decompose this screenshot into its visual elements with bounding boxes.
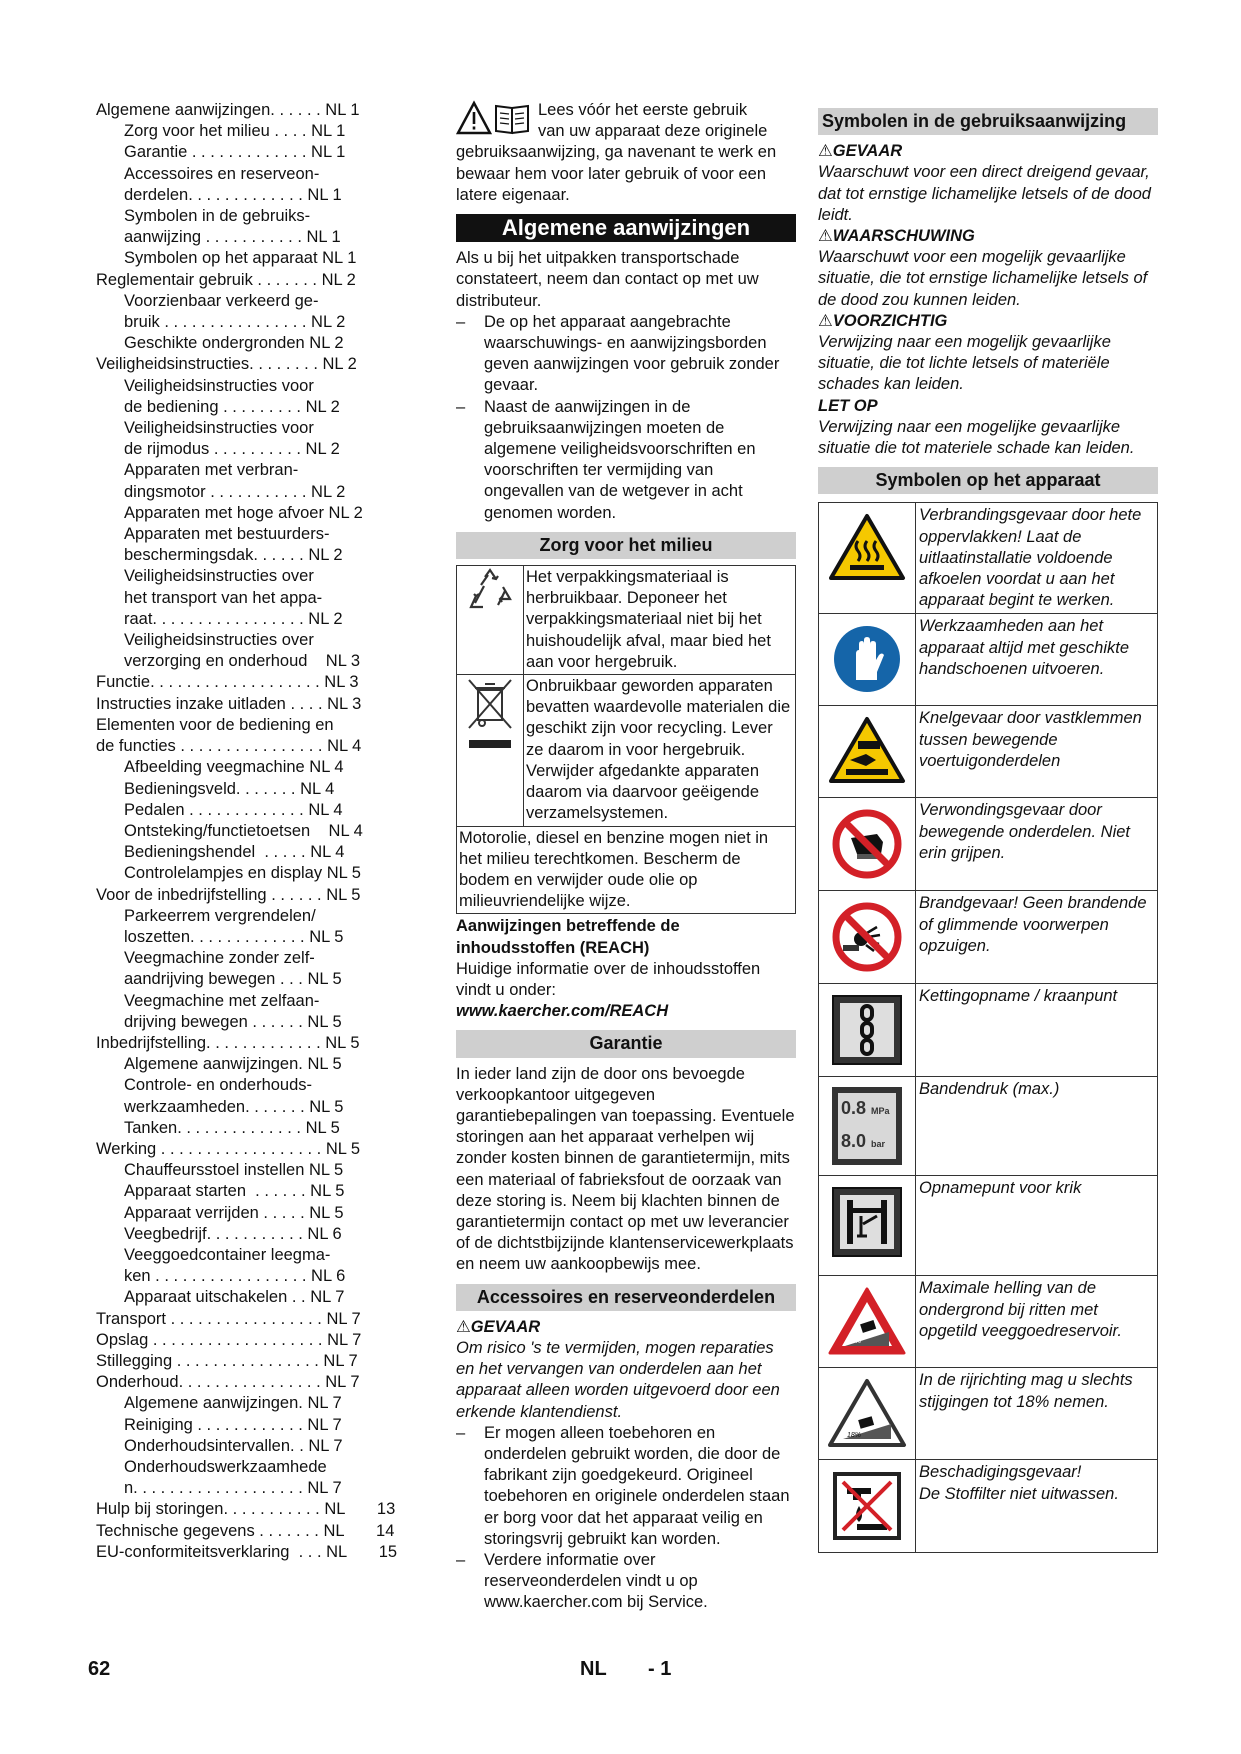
toc-entry[interactable]: ken . . . . . . . . . . . . . . . . . NL 6 bbox=[124, 1267, 346, 1286]
toc-entry[interactable]: aandrijving bewegen . . . NL 5 bbox=[124, 970, 342, 989]
toc-entry[interactable]: Algemene aanwijzingen. . . . . . NL 1 bbox=[96, 101, 360, 119]
weee-text: Onbruikbaar geworden apparaten bevatten waardevolle materialen die geschikt zijn voor recycling. Lever ze daarom in voor hergebruik. Verwijder afgedankte apparaten daarom via daarvoor geëigende verzamelsystemen. bbox=[524, 675, 796, 826]
toc-entry[interactable]: Veiligheidsinstructies. . . . . . . . NL 2 bbox=[96, 355, 357, 374]
oil-text: Motorolie, diesel en benzine mogen niet in het milieu terechtkomen. Bescherm de bodem en verwijder oude olie op milieuvriendelijke wijze. bbox=[457, 826, 796, 914]
tire-pressure-plate bbox=[832, 1087, 902, 1165]
table-row bbox=[819, 984, 1158, 1077]
toc-entry[interactable]: Veegmachine zonder zelf- bbox=[124, 949, 315, 968]
accessories-warning-text: Om risico 's te vermijden, mogen reparaties en het vervangen van onderdelen aan het apparaat alleen worden uitgevoerd door een erkende klantendienst. bbox=[456, 1338, 780, 1421]
no-fire-icon bbox=[819, 891, 916, 984]
general-bullet bbox=[456, 397, 796, 524]
section-page: - 1 bbox=[648, 1658, 672, 1680]
symbol-title-text: WAARSCHUWING bbox=[832, 227, 975, 246]
toc-entry[interactable]: Tanken. . . . . . . . . . . . . . NL 5 bbox=[124, 1118, 340, 1137]
bar-value: 8.0 bbox=[841, 1131, 867, 1152]
accessories-bullet bbox=[456, 1423, 796, 1550]
table-row bbox=[457, 826, 796, 914]
symbol-voorzichtig-title bbox=[818, 311, 1158, 332]
tire-pressure-icon bbox=[819, 1077, 916, 1176]
table-row bbox=[457, 566, 796, 675]
toc-entry[interactable]: Symbolen in de gebruiks- bbox=[124, 207, 311, 226]
read-manual-icon bbox=[456, 100, 531, 136]
toc-entry[interactable]: Chauffeursstoel instellen NL 5 bbox=[124, 1161, 344, 1180]
mpa-value: 0.8 bbox=[841, 1098, 867, 1119]
table-of-contents bbox=[96, 100, 431, 1563]
toc-entry[interactable]: Apparaten met hoge afvoer NL 2 bbox=[124, 503, 363, 522]
toc-entry[interactable]: aanwijzing . . . . . . . . . . . NL 1 bbox=[124, 228, 341, 247]
table-row bbox=[819, 614, 1158, 706]
symbol-text: Beschadigingsgevaar! De Stoffilter niet uitwassen. bbox=[916, 1460, 1158, 1553]
toc-entry[interactable]: Pedalen . . . . . . . . . . . . . NL 4 bbox=[124, 800, 343, 819]
reach-link[interactable]: www.kaercher.com/REACH bbox=[456, 1002, 669, 1021]
toc-entry[interactable]: Veegbedrijf. . . . . . . . . . . NL 6 bbox=[124, 1224, 342, 1243]
accessories-bullet bbox=[456, 1550, 796, 1614]
toc-entry[interactable]: Ontsteking/functietoetsen NL 4 bbox=[124, 821, 363, 840]
bullet-dash: – bbox=[456, 397, 466, 416]
intro-line-2: van uw apparaat deze originele bbox=[538, 122, 768, 141]
warning-icon: ⚠ bbox=[818, 142, 833, 161]
symbol-title-text: VOORZICHTIG bbox=[832, 311, 948, 330]
symbol-text: Opnamepunt voor krik bbox=[916, 1176, 1158, 1276]
toc-entry[interactable]: Controlelampjes en display NL 5 bbox=[124, 864, 361, 883]
device-symbols-table bbox=[818, 502, 1158, 1553]
environment-heading: Zorg voor het milieu bbox=[456, 532, 796, 559]
toc-entry[interactable]: Instructies inzake uitladen . . . . NL 3 bbox=[96, 694, 362, 713]
symbol-title-text: GEVAAR bbox=[832, 142, 903, 161]
toc-entry[interactable]: Veiligheidsinstructies over bbox=[124, 567, 314, 586]
toc-entry[interactable]: verzorging en onderhoud NL 3 bbox=[124, 652, 361, 671]
toc-entry[interactable]: Apparaten met bestuurders- bbox=[124, 525, 330, 544]
symbols-manual-heading: Symbolen in de gebruiksaanwijzing bbox=[818, 108, 1158, 135]
tire-pressure-values bbox=[838, 1093, 896, 1159]
intro-rest: gebruiksaanwijzing, ga navenant te werk en bewaar hem voor later gebruik of voor een latere eigenaar. bbox=[456, 143, 777, 204]
toc-entry[interactable]: Werking . . . . . . . . . . . . . . . . . . NL 5 bbox=[96, 1139, 361, 1158]
toc-entry[interactable]: Voor de inbedrijfstelling . . . . . . NL 5 bbox=[96, 885, 361, 904]
toc-entry[interactable]: Garantie . . . . . . . . . . . . . NL 1 bbox=[124, 143, 346, 162]
symbol-gevaar-title bbox=[818, 141, 1158, 162]
recycle-text: Het verpakkingsmateriaal is herbruikbaar. Deponeer het verpakkingsmateriaal niet bij het huishoudelijk afval, maar bied het aan voor hergebruik. bbox=[524, 566, 796, 675]
general-heading: Algemene aanwijzingen bbox=[456, 214, 796, 242]
toc-entry[interactable]: de functies . . . . . . . . . . . . . . . . NL 4 bbox=[96, 737, 362, 756]
toc-entry[interactable]: Onderhoudswerkzaamhede bbox=[124, 1458, 327, 1476]
toc-entry[interactable]: Inbedrijfstelling. . . . . . . . . . . . . NL 5 bbox=[96, 1033, 360, 1052]
warning-title-text: GEVAAR bbox=[470, 1317, 541, 1336]
toc-entry[interactable]: beschermingsdak. . . . . . NL 2 bbox=[124, 546, 343, 565]
hot-surface-icon bbox=[819, 503, 916, 614]
table-row bbox=[819, 891, 1158, 984]
toc-entry[interactable]: werkzaamheden. . . . . . . NL 5 bbox=[124, 1097, 344, 1116]
toc-entry[interactable]: Onderhoudsintervallen. . NL 7 bbox=[124, 1436, 343, 1455]
table-row bbox=[819, 798, 1158, 891]
toc-entry[interactable]: Apparaat verrijden . . . . . NL 5 bbox=[124, 1203, 344, 1222]
reach-text: Huidige informatie over de inhoudsstoffen vindt u onder: bbox=[456, 959, 761, 999]
symbol-text: Brandgevaar! Geen brandende of glimmende voorwerpen opzuigen. bbox=[916, 891, 1158, 984]
symbol-waarschuwing-title bbox=[818, 226, 1158, 247]
toc-entry[interactable]: Accessoires en reserveon- bbox=[124, 164, 320, 183]
toc-entry[interactable]: Technische gegevens . . . . . . . NL 14 bbox=[96, 1521, 395, 1540]
toc-entry[interactable]: Parkeerrem vergrendelen/ bbox=[124, 906, 316, 925]
environment-table bbox=[456, 565, 796, 914]
toc-entry[interactable]: Opslag . . . . . . . . . . . . . . . . . . . NL 7 bbox=[96, 1330, 362, 1349]
toc-entry[interactable]: Apparaat starten . . . . . . NL 5 bbox=[124, 1182, 345, 1201]
toc-entry[interactable]: Onderhoud. . . . . . . . . . . . . . . . NL 7 bbox=[96, 1373, 360, 1392]
toc-entry[interactable]: het transport van het appa- bbox=[124, 588, 323, 607]
symbol-text: Werkzaamheden aan het apparaat altijd met geschikte handschoenen uitvoeren. bbox=[916, 614, 1158, 706]
toc-entry[interactable]: Reiniging . . . . . . . . . . . . NL 7 bbox=[124, 1415, 342, 1434]
toc-entry[interactable]: Veiligheidsinstructies voor bbox=[124, 376, 314, 395]
symbol-text: Verbrandingsgevaar door hete oppervlakken! Laat de uitlaatinstallatie voldoende afkoelen voordat u aan het apparaat begint te werken. bbox=[916, 503, 1158, 614]
toc-entry[interactable]: Veiligheidsinstructies voor bbox=[124, 419, 314, 438]
symbol-gevaar-text: Waarschuwt voor een direct dreigend gevaar, dat tot ernstige lichamelijke letsels of de dood leidt. bbox=[818, 163, 1151, 224]
toc-entry[interactable]: drijving bewegen . . . . . . NL 5 bbox=[124, 1012, 342, 1031]
bullet-text: Er mogen alleen toebehoren en onderdelen gebruikt worden, die door de fabrikant zijn goedgekeurd. Origineel toebehoren en originele onderdelen staan er borg voor dat het apparaat veilig en storingsvrij gebruikt kan worden. bbox=[484, 1423, 790, 1548]
mpa-unit: MPa bbox=[871, 1106, 890, 1117]
toc-entry[interactable]: Veeggoedcontainer leegma- bbox=[124, 1245, 331, 1264]
right-column bbox=[818, 100, 1158, 1553]
toc-entry[interactable]: Apparaten met verbran- bbox=[124, 461, 299, 480]
toc-entry[interactable]: bruik . . . . . . . . . . . . . . . . NL 2 bbox=[124, 313, 346, 332]
table-row bbox=[819, 503, 1158, 614]
toc-entry[interactable]: Symbolen op het apparaat NL 1 bbox=[124, 249, 357, 268]
chain-icon bbox=[819, 984, 916, 1077]
symbol-text: Bandendruk (max.) bbox=[916, 1077, 1158, 1176]
toc-entry[interactable]: Algemene aanwijzingen. NL 5 bbox=[124, 1055, 342, 1074]
intro-line-1: Lees vóór het eerste gebruik bbox=[538, 101, 748, 119]
toc-entry[interactable]: Elementen voor de bediening en bbox=[96, 715, 334, 734]
slope-18-icon bbox=[819, 1368, 916, 1460]
toc-entry[interactable]: dingsmotor . . . . . . . . . . . NL 2 bbox=[124, 482, 346, 501]
toc-entry[interactable]: Apparaat uitschakelen . . NL 7 bbox=[124, 1288, 345, 1307]
bullet-dash: – bbox=[456, 1551, 466, 1569]
symbol-text: Maximale helling van de ondergrond bij ritten met opgetild veeggoedreservoir. bbox=[916, 1276, 1158, 1368]
intro bbox=[456, 100, 796, 206]
toc-entry[interactable]: Reglementair gebruik . . . . . . . NL 2 bbox=[96, 270, 356, 289]
warranty-heading: Garantie bbox=[456, 1030, 796, 1057]
toc-entry[interactable]: Transport . . . . . . . . . . . . . . . . . NL 7 bbox=[96, 1309, 361, 1328]
table-row bbox=[819, 1276, 1158, 1368]
reach-heading: Aanwijzingen betreffende de inhoudsstoffen (REACH) bbox=[456, 917, 680, 957]
toc-entry[interactable]: loszetten. . . . . . . . . . . . . NL 5 bbox=[124, 927, 344, 946]
table-row bbox=[457, 675, 796, 826]
gloves-icon bbox=[819, 614, 916, 706]
middle-column bbox=[456, 100, 796, 1614]
toc-entry[interactable]: Voorzienbaar verkeerd ge- bbox=[124, 291, 319, 310]
toc-entry[interactable]: Stillegging . . . . . . . . . . . . . . . . NL 7 bbox=[96, 1351, 358, 1370]
table-row bbox=[819, 706, 1158, 798]
toc-entry[interactable]: Functie. . . . . . . . . . . . . . . . . . . NL 3 bbox=[96, 673, 359, 692]
jack-point-icon bbox=[819, 1176, 916, 1276]
toc-entry[interactable]: Hulp bij storingen. . . . . . . . . . . NL 13 bbox=[96, 1500, 396, 1519]
toc-entry[interactable]: Algemene aanwijzingen. NL 7 bbox=[124, 1394, 342, 1413]
bullet-dash: – bbox=[456, 312, 466, 331]
language-code: NL bbox=[580, 1658, 607, 1680]
toc-entry[interactable]: Controle- en onderhouds- bbox=[124, 1076, 313, 1095]
symbols-device-heading: Symbolen op het apparaat bbox=[818, 467, 1158, 494]
toc-entry[interactable]: Veiligheidsinstructies over bbox=[124, 631, 314, 650]
toc-entry[interactable]: Geschikte ondergronden NL 2 bbox=[124, 334, 344, 353]
page-number: 62 bbox=[88, 1658, 111, 1680]
table-row bbox=[819, 1176, 1158, 1276]
symbol-text: Kettingopname / kraanpunt bbox=[916, 984, 1158, 1077]
toc-entry[interactable]: derdelen. . . . . . . . . . . . . NL 1 bbox=[124, 185, 342, 204]
toc-entry[interactable]: EU-conformiteitsverklaring . . . NL 15 bbox=[96, 1542, 398, 1561]
letop-title: LET OP bbox=[818, 396, 878, 415]
crush-hand-icon bbox=[819, 706, 916, 798]
symbol-text: Verwondingsgevaar door bewegende onderdelen. Niet erin grijpen. bbox=[916, 798, 1158, 891]
letop-text: Verwijzing naar een mogelijke gevaarlijke situatie die tot materiele schade kan leiden. bbox=[818, 417, 1135, 458]
no-wash-filter-icon bbox=[819, 1460, 916, 1553]
warning-icon: ⚠ bbox=[818, 311, 833, 330]
toc-entry[interactable]: raat. . . . . . . . . . . . . . . . . NL 2 bbox=[124, 609, 343, 628]
table-row bbox=[819, 1077, 1158, 1176]
bullet-text: De op het apparaat aangebrachte waarschuwings- en aanwijzingsborden geven aanwijzingen voor gebruik zonder gevaar. bbox=[484, 312, 780, 395]
toc-entry[interactable]: n. . . . . . . . . . . . . . . . . . . NL 7 bbox=[124, 1479, 342, 1498]
warning-icon: ⚠ bbox=[456, 1317, 471, 1336]
toc-entry[interactable]: Bedieningsveld. . . . . . . NL 4 bbox=[124, 779, 335, 798]
warranty-text: In ieder land zijn de door ons bevoegde verkoopkantoor uitgegeven garantiebepalingen van toepassing. Eventuele storingen aan het apparaat verhelpen wij zonder kosten binnen de garantietermijn, mits een materiaal of fabrieksfout de oorzaak van deze storing is. Neem bij klachten binnen de garantietermijn contact op met uw leverancier of de dichtstbijzijnde klantenservicewerkplaats en neem uw aankoopbewijs mee. bbox=[456, 1064, 795, 1274]
slope-percent: 6% bbox=[851, 1338, 862, 1346]
bar-unit: bar bbox=[871, 1139, 886, 1150]
bullet-text: Naast de aanwijzingen in de gebruiksaanwijzingen moeten de algemene veiligheidsvoorschriften en voorschriften ter vermijding van ongevallen van de wetgever in acht genomen worden. bbox=[484, 397, 756, 522]
toc-entry[interactable]: Zorg voor het milieu . . . . NL 1 bbox=[124, 122, 346, 141]
toc-entry[interactable]: Veegmachine met zelfaan- bbox=[124, 991, 320, 1010]
general-paragraph: Als u bij het uitpakken transportschade constateert, neem dan contact op met uw distributeur. bbox=[456, 249, 759, 310]
symbol-waarschuwing-text: Waarschuwt voor een mogelijk gevaarlijke situatie, die tot ernstige lichamelijke letsels of de dood zou kunnen leiden. bbox=[818, 248, 1148, 309]
slope-percent: 18% bbox=[847, 1432, 862, 1440]
warning-icon: ⚠ bbox=[818, 227, 833, 246]
symbol-text: In de rijrichting mag u slechts stijgingen tot 18% nemen. bbox=[916, 1368, 1158, 1460]
general-bullet bbox=[456, 312, 796, 397]
toc-entry[interactable]: de bediening . . . . . . . . . NL 2 bbox=[124, 397, 340, 416]
table-row bbox=[819, 1368, 1158, 1460]
table-row bbox=[819, 1460, 1158, 1553]
symbol-voorzichtig-text: Verwijzing naar een mogelijk gevaarlijke situatie, die tot lichte letsels of materiële schades kan leiden. bbox=[818, 333, 1111, 394]
bullet-text: Verdere informatie over reserveonderdelen vindt u op www.kaercher.com bij Service. bbox=[484, 1551, 708, 1612]
accessories-heading: Accessoires en reserveonderdelen bbox=[456, 1284, 796, 1311]
weee-bin-icon bbox=[457, 675, 524, 826]
toc-entry[interactable]: Afbeelding veegmachine NL 4 bbox=[124, 758, 344, 777]
accessories-warning-title bbox=[456, 1317, 796, 1338]
slope-warning-icon bbox=[819, 1276, 916, 1368]
toc-entry[interactable]: de rijmodus . . . . . . . . . . NL 2 bbox=[124, 440, 340, 459]
no-reach-icon bbox=[819, 798, 916, 891]
recycle-icon bbox=[457, 566, 524, 675]
bullet-dash: – bbox=[456, 1423, 466, 1442]
toc-entry[interactable]: Bedieningshendel . . . . . NL 4 bbox=[124, 843, 345, 862]
symbol-text: Knelgevaar door vastklemmen tussen bewegende voertuigonderdelen bbox=[916, 706, 1158, 798]
